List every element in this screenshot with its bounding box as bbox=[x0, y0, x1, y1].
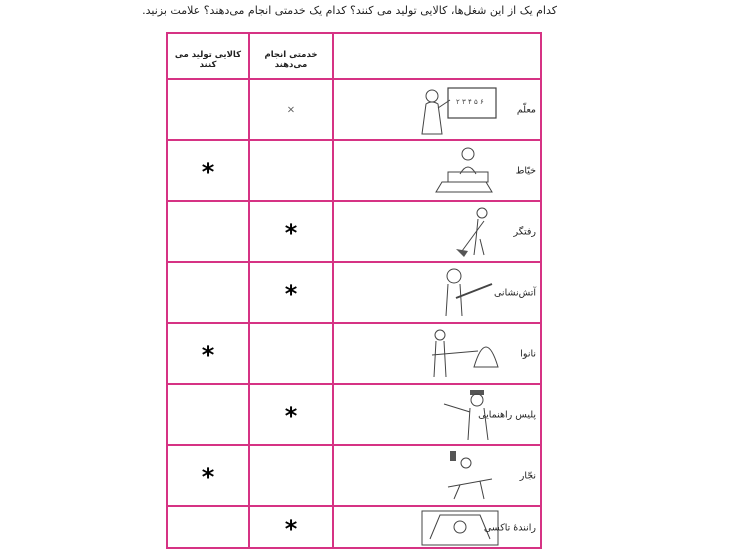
services-cell bbox=[250, 202, 334, 261]
goods-cell bbox=[168, 385, 250, 444]
goods-cell bbox=[168, 324, 250, 383]
sweeper-illustration bbox=[450, 205, 500, 259]
job-cell bbox=[334, 141, 540, 200]
carpenter-illustration bbox=[440, 449, 500, 503]
job-cell bbox=[334, 263, 540, 322]
table-row bbox=[168, 446, 540, 507]
table-row bbox=[168, 141, 540, 202]
goods-mark: * bbox=[201, 462, 215, 491]
goods-cell bbox=[168, 141, 250, 200]
baker-illustration bbox=[426, 327, 500, 381]
header-services-cell bbox=[250, 34, 334, 78]
table-row bbox=[168, 80, 540, 141]
job-cell bbox=[334, 80, 540, 139]
goods-cell bbox=[168, 507, 250, 549]
header-services: خدمتی انجام می‌دهند bbox=[264, 50, 318, 70]
goods-cell bbox=[168, 80, 250, 139]
job-name: نجّار bbox=[519, 470, 536, 481]
job-name: معلّم bbox=[516, 104, 536, 115]
teacher-illustration bbox=[412, 84, 500, 136]
table-row bbox=[168, 324, 540, 385]
goods-cell bbox=[168, 263, 250, 322]
services-cell bbox=[250, 385, 334, 444]
services-cell bbox=[250, 263, 334, 322]
job-name: رفتگر bbox=[513, 226, 536, 237]
services-cell bbox=[250, 80, 334, 139]
services-mark: * bbox=[284, 279, 298, 308]
job-cell bbox=[334, 446, 540, 505]
services-cell bbox=[250, 446, 334, 505]
instruction-text: کدام یک از این شغل‌ها، کالایی تولید می کنند؟ کدام یک خدمتی انجام می‌دهند؟ علامت بزنید. bbox=[142, 4, 557, 17]
tailor-illustration bbox=[430, 144, 500, 198]
jobs-table bbox=[166, 32, 542, 549]
table-row bbox=[168, 263, 540, 324]
job-cell bbox=[334, 324, 540, 383]
goods-mark: * bbox=[201, 157, 215, 186]
job-cell bbox=[334, 507, 540, 549]
services-mark: * bbox=[284, 401, 298, 430]
header-row bbox=[168, 34, 540, 80]
services-cell bbox=[250, 141, 334, 200]
job-name: رانندهٔ تاکسی bbox=[483, 522, 536, 534]
job-name: آتش‌نشانی bbox=[494, 287, 536, 298]
firefighter-illustration bbox=[436, 266, 500, 320]
services-mark: × bbox=[286, 104, 296, 115]
header-goods: کالایی تولید می کنند bbox=[174, 50, 242, 70]
services-mark: * bbox=[284, 515, 298, 544]
svg-text:۲ ۳ ۴ ۵ ۶: ۲ ۳ ۴ ۵ ۶ bbox=[456, 97, 484, 106]
goods-cell bbox=[168, 446, 250, 505]
services-cell bbox=[250, 324, 334, 383]
header-job-cell bbox=[334, 34, 540, 78]
services-cell bbox=[250, 507, 334, 549]
job-name: خیّاط bbox=[515, 165, 536, 176]
table-row bbox=[168, 507, 540, 549]
goods-mark: * bbox=[201, 340, 215, 369]
header-goods-cell bbox=[168, 34, 250, 78]
goods-cell bbox=[168, 202, 250, 261]
job-name: نانوا bbox=[520, 348, 536, 359]
job-name: پلیس راهنمایی bbox=[478, 409, 536, 420]
table-row bbox=[168, 202, 540, 263]
job-cell bbox=[334, 385, 540, 444]
services-mark: * bbox=[284, 218, 298, 247]
job-cell bbox=[334, 202, 540, 261]
table-row bbox=[168, 385, 540, 446]
